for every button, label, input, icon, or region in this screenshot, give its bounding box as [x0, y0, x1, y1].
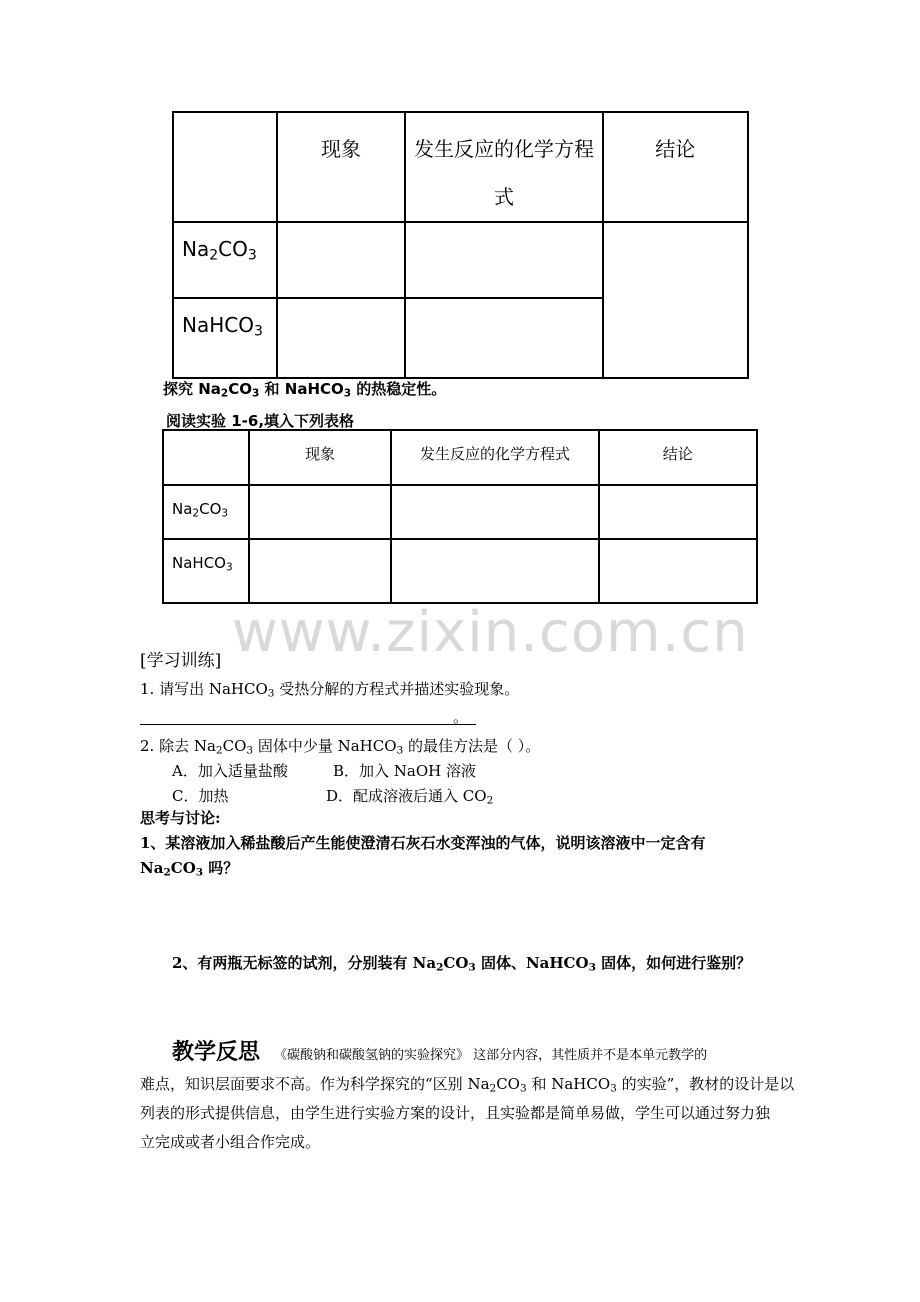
- table1-header-phenomenon: 现象: [277, 112, 406, 222]
- table1-corner-cell: [173, 112, 277, 222]
- table1-cell[interactable]: [405, 298, 602, 378]
- answer-line-1[interactable]: 。: [140, 704, 476, 725]
- reflection-line-1: 教学反思 《碳酸钠和碳酸氢钠的实验探究》 这部分内容，其性质并不是本单元教学的: [172, 1039, 708, 1065]
- table2-header-phenomenon: 现象: [249, 430, 391, 485]
- option-a[interactable]: A．加入适量盐酸: [172, 762, 288, 780]
- discussion-question-2: 2、有两瓶无标签的试剂，分别装有 $Na_2CO_3$ 固体、NaHCO$_3$ 固体，如何进行鉴别？: [172, 954, 752, 974]
- experiment-table-1: [172, 111, 749, 379]
- table1-cell[interactable]: [277, 298, 406, 378]
- table2-header-conclusion: 结论: [599, 430, 757, 485]
- training-title: [学习训练]: [140, 651, 222, 671]
- discussion-question-1-cont: $Na_2CO_3$ 吗？: [140, 859, 239, 879]
- section-title-thermal-stability: 探究 $Na_2CO_3$ 和 NaHCO$_3$ 的热稳定性。: [163, 380, 447, 400]
- discussion-question-1: 1、某溶液加入稀盐酸后产生能使澄清石灰石水变浑浊的气体，说明该溶液中一定含有: [140, 834, 706, 852]
- table2-cell[interactable]: [599, 485, 757, 539]
- table1-header-conclusion: 结论: [603, 112, 748, 222]
- watermark: www.zixin.com.cn: [232, 600, 749, 665]
- table2-cell[interactable]: [599, 539, 757, 603]
- option-d[interactable]: D．配成溶液后通入 $CO_2$: [326, 787, 494, 807]
- reflection-line-2: 难点，知识层面要求不高。作为科学探究的“区别 $Na_2CO_3$ 和 NaHCO$_3$ 的实验”，教材的设计是以: [140, 1075, 795, 1095]
- option-b[interactable]: B．加入 NaOH 溶液: [333, 762, 477, 780]
- discussion-title: 思考与讨论:: [140, 809, 221, 827]
- reflection-block: [140, 1038, 795, 1157]
- table2-row-label-na2co3: $Na_2CO_3$: [163, 485, 249, 539]
- table2-cell[interactable]: [249, 485, 391, 539]
- table2-corner-cell: [163, 430, 249, 485]
- reflection-line-4: 立完成或者小组合作完成。: [140, 1133, 321, 1151]
- table2-header-equation: 发生反应的化学方程式: [391, 430, 598, 485]
- table2-row-label-nahco3: NaHCO$_3$: [163, 539, 249, 603]
- question-2: 2. 除去 $Na_2CO_3$ 固体中少量 NaHCO$_3$ 的最佳方法是（ ）。: [140, 737, 541, 757]
- experiment-table-2: [162, 429, 758, 604]
- table1-row-label-nahco3: NaHCO$_3$: [173, 298, 277, 378]
- option-c[interactable]: C．加热: [172, 787, 229, 805]
- section-subtitle: 阅读实验 1-6,填入下列表格: [166, 412, 355, 430]
- question-1: 1. 请写出 NaHCO$_3$ 受热分解的方程式并描述实验现象。: [140, 680, 520, 700]
- table2-cell[interactable]: [249, 539, 391, 603]
- table1-cell[interactable]: [277, 222, 406, 298]
- table1-conclusion-merged-cell[interactable]: [603, 222, 748, 378]
- table2-cell[interactable]: [391, 485, 598, 539]
- table1-row-label-na2co3: $Na_2CO_3$: [173, 222, 277, 298]
- reflection-line-3: 列表的形式提供信息，由学生进行实验方案的设计，且实验都是简单易做，学生可以通过努力独: [140, 1104, 771, 1122]
- table1-cell[interactable]: [405, 222, 602, 298]
- table2-cell[interactable]: [391, 539, 598, 603]
- reflection-heading: 教学反思: [172, 1039, 261, 1065]
- table1-header-equation: 发生反应的化学方程式: [405, 112, 602, 222]
